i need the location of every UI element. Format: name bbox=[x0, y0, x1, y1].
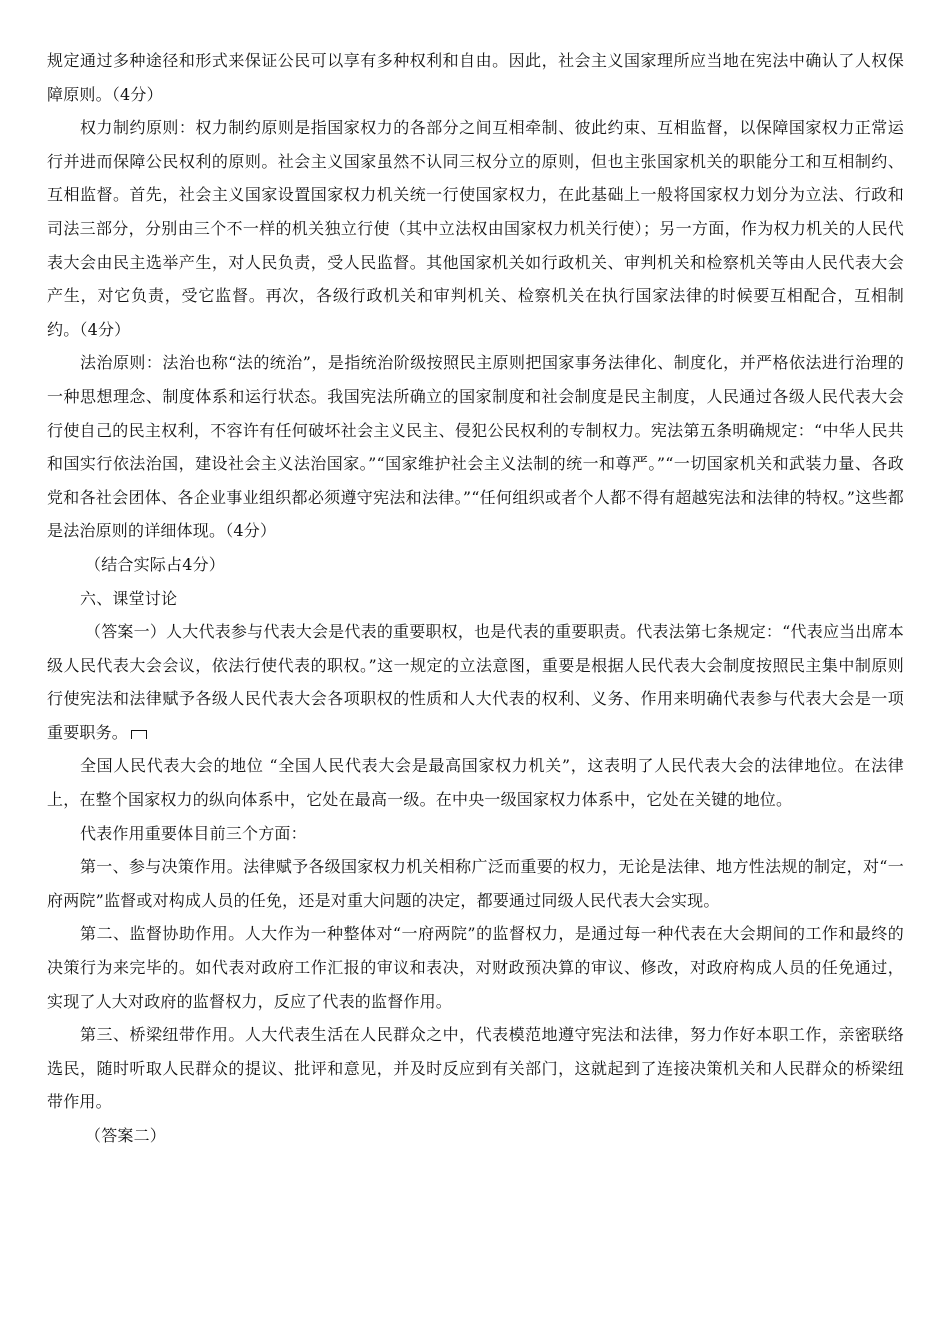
paragraph-power-restraint: 权力制约原则：权力制约原则是指国家权力的各部分之间互相牵制、彼此约束、互相监督，以保障国家权力正常运行并进而保障公民权利的原则。社会主义国家虽然不认同三权分立的原则，但也主张国家机关的职能分工和互相制约、互相监督。首先，社会主义国家设置国家权力机关统一行使国家权力，在此基础上一般将国家权力划分为立法、行政和司法三部分，分别由三个不一样的机关独立行使（其中立法权由国家权力机关行使）；另一方面，作为权力机关的人民代表大会由民主选举产生，对人民负责，受人民监督。其他国家机关如行政机关、审判机关和检察机关等由人民代表大会产生，对它负责，受它监督。再次，各级行政机关和审判机关、检察机关在执行国家法律的时候要互相配合，互相制约。（4分） bbox=[47, 118, 904, 339]
paragraph-npc-status: 全国人民代表大会的地位 “全国人民代表大会是最高国家权力机关”，这表明了人民代表大会的法律地位。在法律上，在整个国家权力的纵向体系中，它处在最高一级。在中央一级国家权力体系中，它处在关键的地位。 bbox=[47, 756, 904, 810]
paragraph-human-rights-conclusion: 规定通过多种途径和形式来保证公民可以享有多种权利和自由。因此，社会主义国家理所应当地在宪法中确认了人权保障原则。（4分） bbox=[47, 51, 904, 104]
paragraph-role-supervision: 第二、监督协助作用。人大作为一种整体对“一府两院”的监督权力，是通过每一种代表在大会期间的工作和最终的决策行为来完毕的。如代表对政府工作汇报的审议和表决，对财政预决算的审议、修改，对政府构成人员的任免通过，实现了人大对政府的监督权力，反应了代表的监督作用。 bbox=[47, 924, 904, 1011]
bracket-mark-icon bbox=[131, 730, 147, 739]
section-heading-class-discussion: 六、课堂讨论 bbox=[80, 588, 178, 608]
paragraph-practice-score: （结合实际占4分） bbox=[85, 554, 225, 574]
paragraph-answer-one-text: （答案一）人大代表参与代表大会是代表的重要职权，也是代表的重要职责。代表法第七条规定：“代表应当出席本级人民代表大会会议，依法行使代表的职权。”这一规定的立法意图，重要是根据人民代表大会制度按照民主集中制原则行使宪法和法律赋予各级人民代表大会各项职权的性质和人大代表的权利、义务、作用来明确代表参与代表大会是一项重要职务。 bbox=[47, 622, 904, 742]
paragraph-rule-of-law: 法治原则：法治也称“法的统治”，是指统治阶级按照民主原则把国家事务法律化、制度化，并严格依法进行治理的一种思想理念、制度体系和运行状态。我国宪法所确立的国家制度和社会制度是民主制度，人民通过各级人民代表大会行使自己的民主权利，不容许有任何破坏社会主义民主、侵犯公民权利的专制权力。宪法第五条明确规定：“中华人民共和国实行依法治国，建设社会主义法治国家。”“国家维护社会主义法制的统一和尊严。”“一切国家机关和武装力量、各政党和各社会团体、各企业事业组织都必须遵守宪法和法律。”“任何组织或者个人都不得有超越宪法和法律的特权。”这些都是法治原则的详细体现。（4分） bbox=[47, 353, 904, 541]
paragraph-answer-one bbox=[47, 615, 904, 749]
paragraph-role-intro: 代表作用重要体目前三个方面： bbox=[80, 823, 307, 843]
paragraph-role-bridge: 第三、桥梁纽带作用。人大代表生活在人民群众之中，代表模范地遵守宪法和法律，努力作好本职工作，亲密联络选民，随时听取人民群众的提议、批评和意见，并及时反应到有关部门，这就起到了连接决策机关和人民群众的桥梁纽带作用。 bbox=[47, 1025, 904, 1112]
paragraph-role-decision: 第一、参与决策作用。法律赋予各级国家权力机关相称广泛而重要的权力，无论是法律、地方性法规的制定，对“一府两院”监督或对构成人员的任免，还是对重大问题的决定，都要通过同级人民代表大会实现。 bbox=[47, 857, 904, 910]
paragraph-answer-two: （答案二） bbox=[85, 1126, 167, 1145]
document-page bbox=[47, 44, 904, 1153]
